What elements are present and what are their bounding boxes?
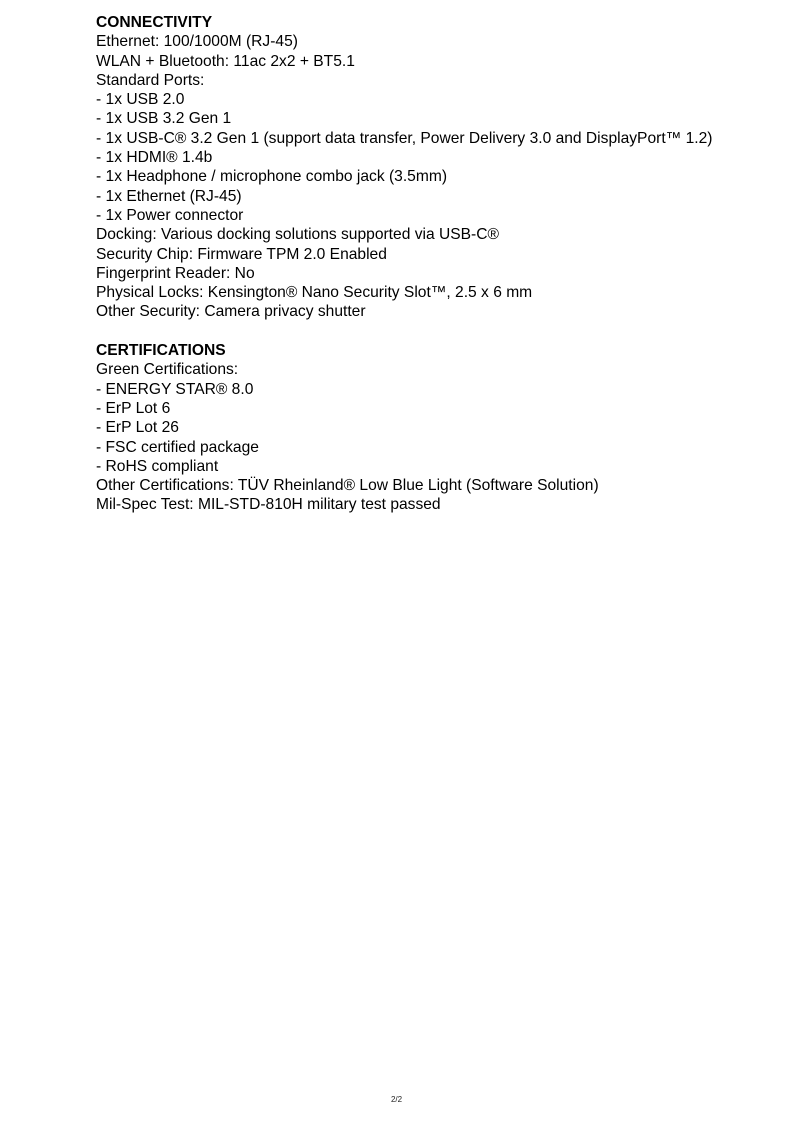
certifications-heading: CERTIFICATIONS (96, 342, 226, 360)
spec-line: Docking: Various docking solutions supported via USB-C® (96, 226, 499, 244)
spec-line: - 1x Power connector (96, 206, 244, 224)
spec-line: Security Chip: Firmware TPM 2.0 Enabled (96, 245, 387, 263)
spec-line: - 1x Headphone / microphone combo jack (3.5mm) (96, 168, 448, 186)
spec-line: - FSC certified package (96, 438, 259, 456)
spec-line: Mil-Spec Test: MIL-STD-810H military test passed (96, 496, 441, 514)
spec-line: - 1x Ethernet (RJ-45) (96, 187, 242, 205)
document-body (96, 13, 776, 515)
page-number: 2/2 (390, 1095, 403, 1104)
spec-line: - ErP Lot 6 (96, 399, 171, 417)
spec-line: Standard Ports: (96, 71, 205, 89)
spec-line: Other Certifications: TÜV Rheinland® Low Blue Light (Software Solution) (96, 477, 599, 495)
spec-line: Ethernet: 100/1000M (RJ-45) (96, 33, 298, 51)
spec-line: - 1x USB-C® 3.2 Gen 1 (support data transfer, Power Delivery 3.0 and DisplayPort™ 1.2) (96, 129, 713, 147)
spec-line: - RoHS compliant (96, 457, 219, 475)
spec-line: Physical Locks: Kensington® Nano Security Slot™, 2.5 x 6 mm (96, 284, 533, 302)
spec-line: - 1x USB 3.2 Gen 1 (96, 110, 232, 128)
spec-line: Other Security: Camera privacy shutter (96, 303, 366, 321)
spec-line: - 1x HDMI® 1.4b (96, 149, 213, 167)
spec-line: - ENERGY STAR® 8.0 (96, 380, 254, 398)
certifications-section (96, 341, 776, 515)
spec-line: - 1x USB 2.0 (96, 91, 185, 109)
spec-line: Fingerprint Reader: No (96, 264, 255, 282)
spec-line: WLAN + Bluetooth: 11ac 2x2 + BT5.1 (96, 52, 355, 70)
spec-line: Green Certifications: (96, 361, 239, 379)
connectivity-heading: CONNECTIVITY (96, 14, 213, 31)
connectivity-section (96, 13, 776, 322)
spec-line: - ErP Lot 26 (96, 419, 179, 437)
